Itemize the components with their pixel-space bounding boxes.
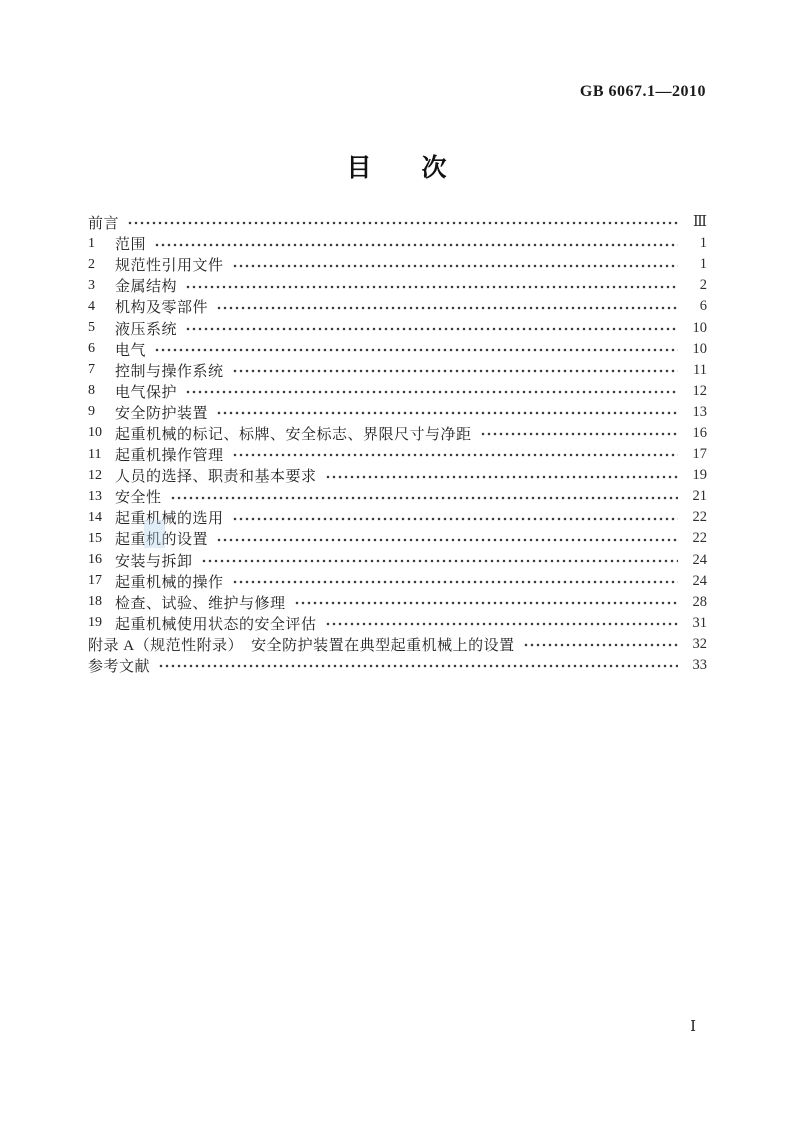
dot-leader xyxy=(232,444,678,465)
toc-entry-page: 11 xyxy=(693,361,707,378)
toc-entry-title: 起重机操作管理 xyxy=(115,448,224,465)
toc-entry-title: 起重机械的操作 xyxy=(115,574,224,591)
toc-entry-title: 附录 A（规范性附录） 安全防护装置在典型起重机械上的设置 xyxy=(88,637,515,654)
toc-entry-page: 6 xyxy=(699,298,707,315)
toc-entry-number: 2 xyxy=(88,256,95,272)
toc-list xyxy=(88,212,707,676)
dot-leader xyxy=(523,634,678,655)
toc-entry-title: 机构及零部件 xyxy=(115,300,209,317)
dot-leader xyxy=(185,317,678,338)
dot-leader xyxy=(216,402,678,423)
toc-entry-page: 28 xyxy=(692,593,707,610)
toc-entry-page: 24 xyxy=(692,572,707,589)
toc-entry-title: 范围 xyxy=(115,237,147,254)
toc-entry-title: 起重机的设置 xyxy=(115,532,209,549)
dot-leader xyxy=(216,296,678,317)
dot-leader xyxy=(232,507,678,528)
dot-leader xyxy=(216,528,678,549)
toc-entry-page: 12 xyxy=(692,382,707,399)
toc-entry-page: 13 xyxy=(692,403,707,420)
toc-entry-number: 6 xyxy=(88,341,95,357)
toc-entry-number: 19 xyxy=(88,615,102,631)
dot-leader xyxy=(154,339,678,360)
toc-entry-title: 参考文献 xyxy=(88,659,151,676)
toc-entry-title: 金属结构 xyxy=(115,279,178,296)
toc-entry xyxy=(88,613,707,634)
toc-entry xyxy=(88,296,707,317)
toc-entry-title: 安全性 xyxy=(115,490,162,507)
toc-entry-number: 16 xyxy=(88,552,102,568)
toc-entry xyxy=(88,212,707,233)
toc-entry xyxy=(88,634,707,655)
toc-entry-title: 安全防护装置 xyxy=(115,405,209,422)
dot-leader xyxy=(325,613,678,634)
toc-entry-number: 9 xyxy=(88,404,95,420)
toc-entry xyxy=(88,444,707,465)
toc-entry-page: 19 xyxy=(692,467,707,484)
toc-entry xyxy=(88,254,707,275)
toc-entry-number: 15 xyxy=(88,530,102,546)
toc-entry-number: 11 xyxy=(88,446,102,462)
toc-entry-page: 10 xyxy=(692,340,707,357)
page-title: 目 次 xyxy=(346,155,447,182)
toc-entry-page: 1 xyxy=(699,235,707,252)
toc-entry-page: 33 xyxy=(692,657,707,674)
dot-leader xyxy=(170,486,678,507)
toc-entry-page: 17 xyxy=(692,446,707,463)
toc-entry-number: 17 xyxy=(88,573,102,589)
toc-entry-page: 2 xyxy=(699,277,707,294)
toc-entry xyxy=(88,592,707,613)
toc-entry-title: 人员的选择、职责和基本要求 xyxy=(115,469,317,486)
dot-leader xyxy=(480,423,678,444)
toc-entry-page: 22 xyxy=(692,509,707,526)
toc-entry-number: 1 xyxy=(88,235,95,251)
toc-entry-number: 5 xyxy=(88,320,95,336)
dot-leader xyxy=(232,254,678,275)
dot-leader xyxy=(185,275,678,296)
toc-entry-page: 31 xyxy=(692,614,707,631)
toc-entry-page: 1 xyxy=(699,256,707,273)
toc-entry xyxy=(88,402,707,423)
dot-leader xyxy=(201,550,678,571)
toc-entry-title: 起重机械的选用 xyxy=(115,511,224,528)
folio-page-number: Ⅰ xyxy=(690,1019,696,1035)
toc-entry-number: 4 xyxy=(88,298,95,314)
dot-leader xyxy=(154,233,678,254)
dot-leader xyxy=(294,592,678,613)
toc-entry-page: 22 xyxy=(692,530,707,547)
toc-entry xyxy=(88,360,707,381)
toc-entry-title: 起重机械使用状态的安全评估 xyxy=(115,616,317,633)
toc-entry xyxy=(88,339,707,360)
dot-leader xyxy=(185,381,678,402)
toc-entry-number: 10 xyxy=(88,425,102,441)
toc-entry-number: 18 xyxy=(88,594,102,610)
toc-entry-page: 10 xyxy=(692,319,707,336)
toc-entry-title: 起重机械的标记、标牌、安全标志、界限尺寸与净距 xyxy=(115,426,472,443)
toc-entry-title: 检查、试验、维护与修理 xyxy=(115,595,286,612)
toc-entry-number: 14 xyxy=(88,509,102,525)
toc-entry xyxy=(88,550,707,571)
toc-entry-page: 21 xyxy=(692,488,707,505)
standard-code: GB 6067.1—2010 xyxy=(579,83,706,100)
toc-entry xyxy=(88,655,707,676)
toc-entry-title: 电气 xyxy=(115,342,147,359)
dot-leader xyxy=(232,571,678,592)
toc-entry-page: Ⅲ xyxy=(693,214,707,231)
toc-entry-number: 8 xyxy=(88,383,95,399)
toc-entry-title: 规范性引用文件 xyxy=(115,258,224,275)
toc-entry xyxy=(88,507,707,528)
dot-leader xyxy=(127,212,678,233)
toc-entry xyxy=(88,233,707,254)
toc-entry xyxy=(88,486,707,507)
toc-entry-page: 24 xyxy=(692,551,707,568)
dot-leader xyxy=(232,360,678,381)
toc-entry-title: 控制与操作系统 xyxy=(115,363,224,380)
toc-entry xyxy=(88,423,707,444)
dot-leader xyxy=(158,655,678,676)
toc-entry xyxy=(88,381,707,402)
toc-entry-number: 13 xyxy=(88,488,102,504)
toc-entry xyxy=(88,317,707,338)
toc-entry xyxy=(88,528,707,549)
toc-entry-title: 电气保护 xyxy=(115,384,178,401)
toc-entry xyxy=(88,465,707,486)
toc-entry-title: 前言 xyxy=(88,216,120,233)
toc-entry xyxy=(88,571,707,592)
toc-entry-page: 16 xyxy=(692,424,707,441)
toc-entry-title: 安装与拆卸 xyxy=(115,553,193,570)
toc-entry-number: 3 xyxy=(88,277,95,293)
toc-entry-number: 7 xyxy=(88,362,95,378)
toc-entry-page: 32 xyxy=(692,635,707,652)
dot-leader xyxy=(325,465,678,486)
toc-entry-number: 12 xyxy=(88,467,102,483)
toc-entry-title: 液压系统 xyxy=(115,321,178,338)
toc-entry xyxy=(88,275,707,296)
